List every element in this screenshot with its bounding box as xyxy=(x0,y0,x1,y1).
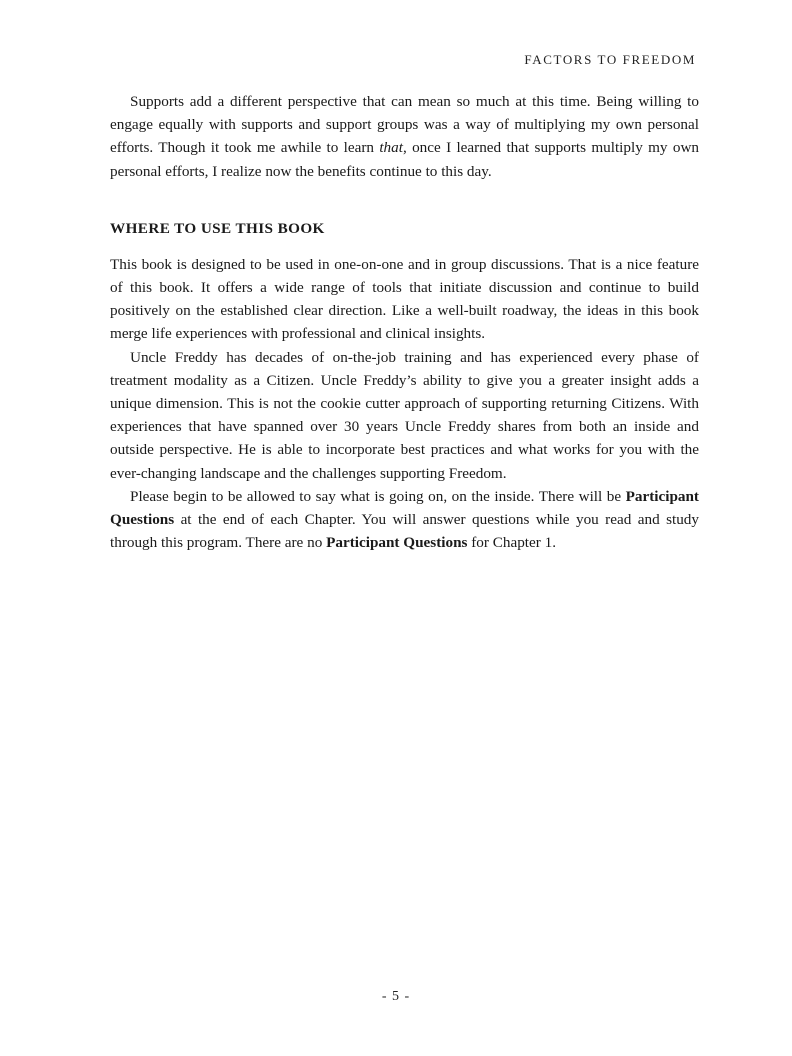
participant-questions-term-2: Participant Questions xyxy=(326,534,468,552)
participant-questions-term-1: Participant Questions xyxy=(110,487,699,529)
section-heading: WHERE TO USE THIS BOOK xyxy=(110,219,325,237)
page-body xyxy=(110,90,699,554)
section-paragraph-3 xyxy=(110,485,699,555)
intro-text-end: , once I learned that supports multiply my own personal efforts, I realize now the benefits continue to this day. xyxy=(110,139,700,180)
page-number: - 5 - xyxy=(381,989,411,1004)
intro-text-start: Supports add a different perspective that can mean so much at this time. Being willing to engage equally with supports and support groups was a way of multiplying my own personal efforts. Though it took me awhile to learn xyxy=(110,93,699,157)
emphasis-that: that xyxy=(379,139,403,157)
running-header: FACTORS TO FREEDOM xyxy=(524,52,696,67)
p3-text-a: Please begin to be allowed to say what is going on, on the inside. There will be xyxy=(130,487,626,505)
p3-text-b: at the end of each Chapter. You will answer questions while you read and study through this program. There are no xyxy=(110,511,699,552)
intro-paragraph xyxy=(110,90,699,183)
section-paragraph-1: This book is designed to be used in one-on-one and in group discussions. That is a nice feature of this book. It offers a wide range of tools that initiate discussion and continue to build positively on the established clear direction. Like a well-built roadway, the ideas in this book merge life experiences with professional and clinical insights. xyxy=(110,255,699,343)
p3-text-c: for Chapter 1. xyxy=(467,534,557,552)
section-paragraph-2: Uncle Freddy has decades of on-the-job training and has experienced every phase of treatment modality as a Citizen. Uncle Freddy’s ability to give you a greater insight adds a unique dimension. This is not the cookie cutter approach of supporting returning Citizens. With experiences that have spanned over 30 years Uncle Freddy shares from both an inside and outside perspective. He is able to incorporate best practices and what works for you with the ever-changing landscape and the challenges supporting Freedom. xyxy=(110,348,699,482)
